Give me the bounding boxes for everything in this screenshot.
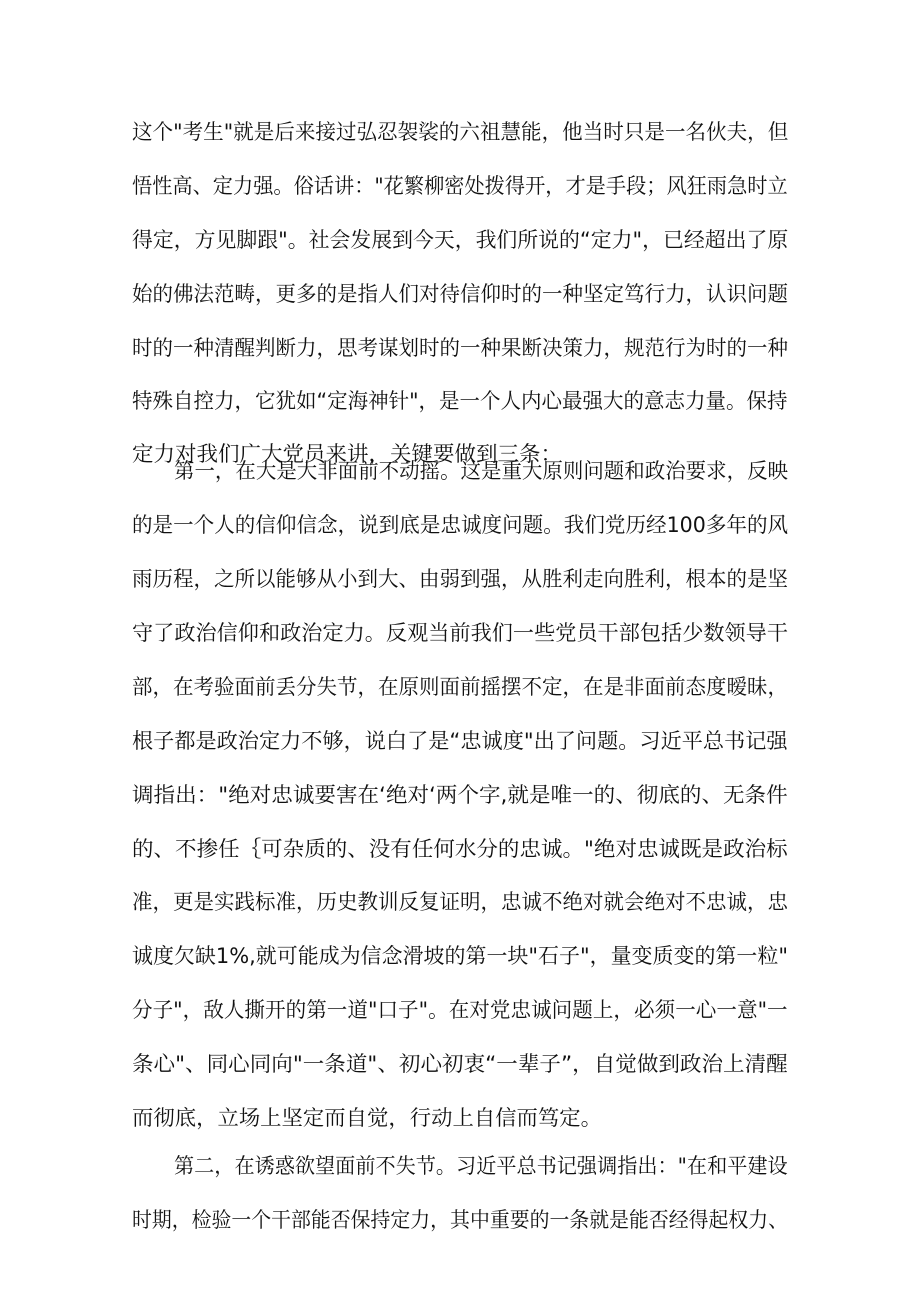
- text-line: 分子"，敌人撕开的第一道"口子"。在对党忠诚问题上，必须一心一意"一: [132, 998, 788, 1022]
- text-line: 定力对我们广大党员来讲，关键要做到三条：: [132, 442, 562, 466]
- text-line: 而彻底，立场上坚定而自觉，行动上自信而笃定。: [132, 1106, 602, 1130]
- text-line: 时的一种清醒判断力，思考谋划时的一种果断决策力，规范行为时的一种: [132, 336, 788, 360]
- text-line: 这个"考生"就是后来接过弘忍袈裟的六祖慧能，他当时只是一名伙夫，但: [132, 120, 789, 144]
- paragraph-first-line: 第二，在诱惑欲望面前不失节。习近平总书记强调指出："在和平建设: [174, 1154, 788, 1178]
- text-line: 的是一个人的信仰信念，说到底是忠诚度问题。我们党历经100多年的风: [132, 513, 789, 537]
- text-line: 始的佛法范畴，更多的是指人们对待信仰时的一种坚定笃行力，认识问题: [132, 282, 788, 306]
- text-line: 准，更是实践标准，历史教训反复证明，忠诚不绝对就会绝对不忠诚，忠: [132, 890, 788, 914]
- text-line: 时期，检验一个干部能否保持定力，其中重要的一条就是能否经得起权力、: [132, 1208, 788, 1232]
- text-line: 条心"、同心同向"一条道"、初心初衷“一辈子”，自觉做到政治上清醒: [132, 1052, 788, 1076]
- text-line: 守了政治信仰和政治定力。反观当前我们一些党员干部包括少数领导干: [132, 621, 788, 645]
- text-line: 悟性高、定力强。俗话讲："花繁柳密处拨得开，才是手段；风狂雨急时立: [132, 174, 788, 198]
- text-line: 特殊自控力，它犹如“定海神针"，是一个人内心最强大的意志力量。保持: [132, 389, 788, 413]
- text-line: 得定，方见脚跟"。社会发展到今天，我们所说的“定力"，已经超出了原: [132, 228, 789, 252]
- text-line: 调指出："绝对忠诚要害在‘绝对‘两个字,就是唯一的、彻底的、无条件: [132, 783, 788, 807]
- paragraph-first-line: 第一，在大是大非面前不动摇。这是重大原则问题和政治要求，反映: [174, 459, 788, 483]
- text-line: 的、不掺任｛可杂质的、没有任何水分的忠诚。"绝对忠诚既是政治标: [132, 837, 788, 861]
- text-line: 部，在考验面前丢分失节，在原则面前摇摆不定，在是非面前态度暧昧，: [132, 675, 788, 699]
- text-line: 根子都是政治定力不够，说白了是“忠诚度"出了问题。习近平总书记强: [132, 729, 788, 753]
- text-line: 诚度欠缺1%,就可能成为信念滑坡的第一块"石子"，量变质变的第一粒": [132, 944, 788, 968]
- text-line: 雨历程，之所以能够从小到大、由弱到强，从胜利走向胜利，根本的是坚: [132, 567, 788, 591]
